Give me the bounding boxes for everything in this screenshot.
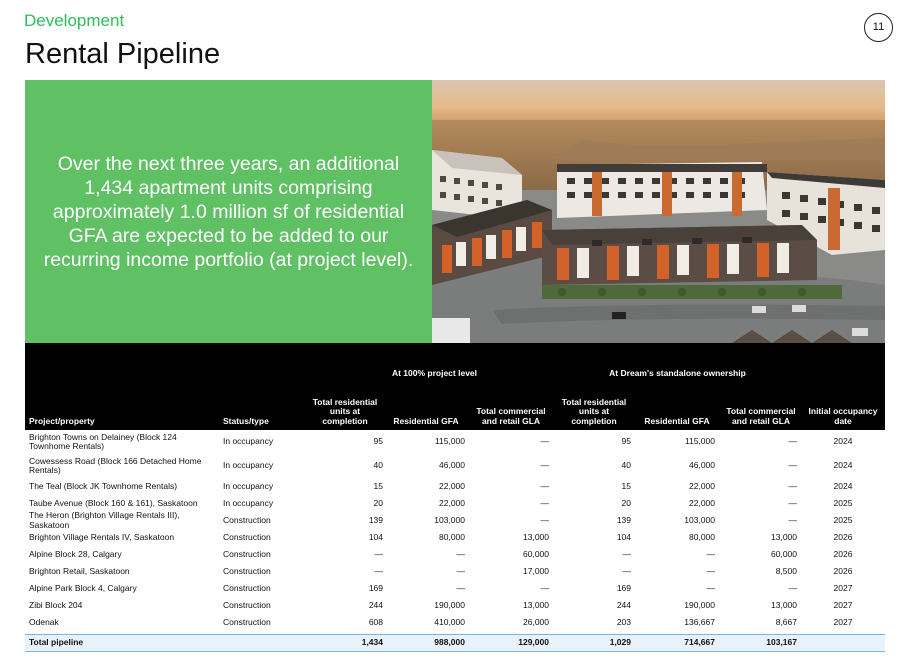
- cell-res-gfa: 46,000: [439, 460, 465, 471]
- cell-units-standalone: 169: [616, 582, 631, 593]
- cell-res-gfa: 103,000: [434, 514, 465, 525]
- col-header-comm-gla: Total commercial and retail GLA: [476, 406, 546, 426]
- cell-units-standalone: 244: [616, 599, 631, 610]
- cell-res-gfa-standalone: 136,667: [684, 616, 715, 627]
- cell-occupancy: 2026: [833, 531, 853, 542]
- cell-comm-gla-standalone: 60,000: [771, 548, 797, 559]
- cell-occupancy: 2025: [833, 497, 853, 508]
- cell-res-gfa-standalone: 80,000: [689, 531, 715, 542]
- total-res-gfa-standalone: 714,667: [684, 637, 715, 648]
- aerial-townhomes-photo: [432, 80, 885, 343]
- cell-comm-gla-standalone: 8,667: [775, 616, 797, 627]
- cell-units-standalone: 15: [621, 480, 631, 491]
- cell-units-standalone: 104: [616, 531, 631, 542]
- cell-units-standalone: 95: [621, 436, 631, 447]
- cell-units: 95: [373, 436, 383, 447]
- cell-comm-gla: —: [540, 480, 549, 491]
- cell-comm-gla: —: [540, 460, 549, 471]
- table-row: [25, 580, 885, 597]
- cell-comm-gla-standalone: —: [788, 497, 797, 508]
- total-units-standalone: 1,029: [609, 637, 631, 648]
- cell-comm-gla-standalone: 13,000: [771, 599, 797, 610]
- col-header-res-gfa: Residential GFA: [393, 415, 459, 426]
- cell-status: Construction: [223, 548, 271, 559]
- table-row: [25, 512, 885, 529]
- cell-comm-gla: 26,000: [523, 616, 549, 627]
- cell-project: Brighton Village Rentals IV, Saskatoon: [29, 531, 175, 542]
- cell-comm-gla: 13,000: [523, 531, 549, 542]
- page-number: 11: [864, 13, 893, 42]
- group-header-project-level: At 100% project level: [391, 368, 478, 378]
- cell-units: 608: [368, 616, 383, 627]
- cell-occupancy: 2027: [833, 616, 853, 627]
- cell-status: Construction: [223, 531, 271, 542]
- total-res-gfa: 988,000: [434, 637, 465, 648]
- cell-status: In occupancy: [223, 497, 274, 508]
- cell-comm-gla: —: [540, 497, 549, 508]
- cell-comm-gla-standalone: —: [788, 582, 797, 593]
- total-comm-gla-standalone: 103,167: [766, 637, 797, 648]
- hero-statement-panel: [25, 80, 432, 343]
- cell-units: 104: [368, 531, 383, 542]
- cell-occupancy: 2024: [833, 460, 853, 471]
- cell-occupancy: 2024: [833, 436, 853, 447]
- cell-project: Brighton Towns on Delainey (Block 124 Townhome Rentals): [29, 431, 177, 451]
- page-title: Rental Pipeline: [25, 38, 221, 70]
- table-row: [25, 614, 885, 631]
- cell-units: 40: [373, 460, 383, 471]
- cell-res-gfa-standalone: —: [706, 582, 715, 593]
- cell-occupancy: 2027: [833, 599, 853, 610]
- cell-project: Alpine Park Block 4, Calgary: [29, 582, 137, 593]
- cell-comm-gla: 13,000: [523, 599, 549, 610]
- cell-res-gfa: 190,000: [434, 599, 465, 610]
- cell-status: Construction: [223, 514, 271, 525]
- col-header-units-standalone: Total residential units at completion: [561, 396, 627, 426]
- cell-units: —: [374, 565, 383, 576]
- cell-occupancy: 2027: [833, 582, 853, 593]
- cell-res-gfa: 115,000: [434, 436, 465, 447]
- cell-units-standalone: 40: [621, 460, 631, 471]
- cell-comm-gla-standalone: 8,500: [775, 565, 797, 576]
- cell-occupancy: 2024: [833, 480, 853, 491]
- cell-comm-gla: —: [540, 514, 549, 525]
- cell-units-standalone: 139: [616, 514, 631, 525]
- cell-res-gfa: 22,000: [439, 480, 465, 491]
- cell-units-standalone: —: [622, 548, 631, 559]
- cell-res-gfa: 22,000: [439, 497, 465, 508]
- cell-comm-gla: —: [540, 436, 549, 447]
- cell-res-gfa-standalone: 103,000: [684, 514, 715, 525]
- cell-project: Zibi Block 204: [29, 599, 83, 610]
- cell-units-standalone: —: [622, 565, 631, 576]
- cell-units: 139: [368, 514, 383, 525]
- cell-comm-gla-standalone: —: [788, 514, 797, 525]
- col-header-occupancy: Initial occupancy date: [808, 406, 878, 426]
- table-header: [25, 343, 885, 430]
- total-units: 1,434: [361, 637, 383, 648]
- cell-res-gfa: —: [456, 565, 465, 576]
- cell-res-gfa-standalone: 190,000: [684, 599, 715, 610]
- cell-res-gfa-standalone: —: [706, 548, 715, 559]
- cell-units: 169: [368, 582, 383, 593]
- cell-comm-gla: —: [540, 582, 549, 593]
- cell-res-gfa-standalone: 22,000: [689, 497, 715, 508]
- cell-project: Odenak: [29, 616, 59, 627]
- cell-comm-gla: 60,000: [523, 548, 549, 559]
- cell-project: Alpine Block 28, Calgary: [29, 548, 122, 559]
- total-row: [25, 634, 885, 652]
- cell-res-gfa: 80,000: [439, 531, 465, 542]
- cell-res-gfa: —: [456, 582, 465, 593]
- cell-units: —: [374, 548, 383, 559]
- cell-units: 244: [368, 599, 383, 610]
- cell-comm-gla: 17,000: [523, 565, 549, 576]
- cell-res-gfa: 410,000: [434, 616, 465, 627]
- cell-comm-gla-standalone: 13,000: [771, 531, 797, 542]
- cell-status: Construction: [223, 616, 271, 627]
- cell-status: In occupancy: [223, 480, 274, 491]
- group-header-standalone: At Dream's standalone ownership: [609, 368, 746, 378]
- cell-units: 15: [373, 480, 383, 491]
- cell-occupancy: 2025: [833, 514, 853, 525]
- cell-project: Cowessess Road (Block 166 Detached Home Rentals): [29, 455, 202, 475]
- section-label: Development: [24, 11, 125, 30]
- cell-res-gfa-standalone: —: [706, 565, 715, 576]
- cell-comm-gla-standalone: —: [788, 436, 797, 447]
- cell-project: Brighton Retail, Saskatoon: [29, 565, 130, 576]
- cell-status: Construction: [223, 599, 271, 610]
- cell-comm-gla-standalone: —: [788, 480, 797, 491]
- total-comm-gla: 129,000: [518, 637, 549, 648]
- col-header-status: Status/type: [223, 415, 269, 426]
- table-row: [25, 454, 885, 478]
- table-row: [25, 478, 885, 495]
- cell-status: In occupancy: [223, 436, 274, 447]
- cell-project: The Teal (Block JK Townhome Rentals): [29, 480, 178, 491]
- col-header-project: Project/property: [29, 415, 95, 426]
- hero-statement: Over the next three years, an additional 1,434 apartment units comprising approximately 1.0 million sf of residential GFA are expected to be added to our recurring income portfolio (at project level).: [43, 152, 414, 271]
- cell-status: Construction: [223, 565, 271, 576]
- cell-status: Construction: [223, 582, 271, 593]
- table-row: [25, 563, 885, 580]
- cell-units-standalone: 20: [621, 497, 631, 508]
- cell-project: The Heron (Brighton Village Rentals III), Saskatoon: [29, 510, 180, 530]
- col-header-res-gfa-standalone: Residential GFA: [644, 415, 710, 426]
- cell-comm-gla-standalone: —: [788, 460, 797, 471]
- table-row: [25, 430, 885, 454]
- cell-units: 20: [373, 497, 383, 508]
- cell-units-standalone: 203: [616, 616, 631, 627]
- table-row: [25, 529, 885, 546]
- col-header-units: Total residential units at completion: [312, 396, 378, 426]
- cell-occupancy: 2026: [833, 565, 853, 576]
- pipeline-table: [25, 343, 885, 653]
- cell-res-gfa: —: [456, 548, 465, 559]
- col-header-comm-gla-standalone: Total commercial and retail GLA: [726, 406, 796, 426]
- cell-res-gfa-standalone: 22,000: [689, 480, 715, 491]
- cell-res-gfa-standalone: 46,000: [689, 460, 715, 471]
- cell-status: In occupancy: [223, 460, 274, 471]
- photo-sky: [432, 80, 885, 126]
- cell-res-gfa-standalone: 115,000: [684, 436, 715, 447]
- table-row: [25, 597, 885, 614]
- total-label: Total pipeline: [29, 637, 84, 648]
- table-row: [25, 546, 885, 563]
- cell-occupancy: 2026: [833, 548, 853, 559]
- cell-project: Taube Avenue (Block 160 & 161), Saskatoon: [29, 497, 198, 508]
